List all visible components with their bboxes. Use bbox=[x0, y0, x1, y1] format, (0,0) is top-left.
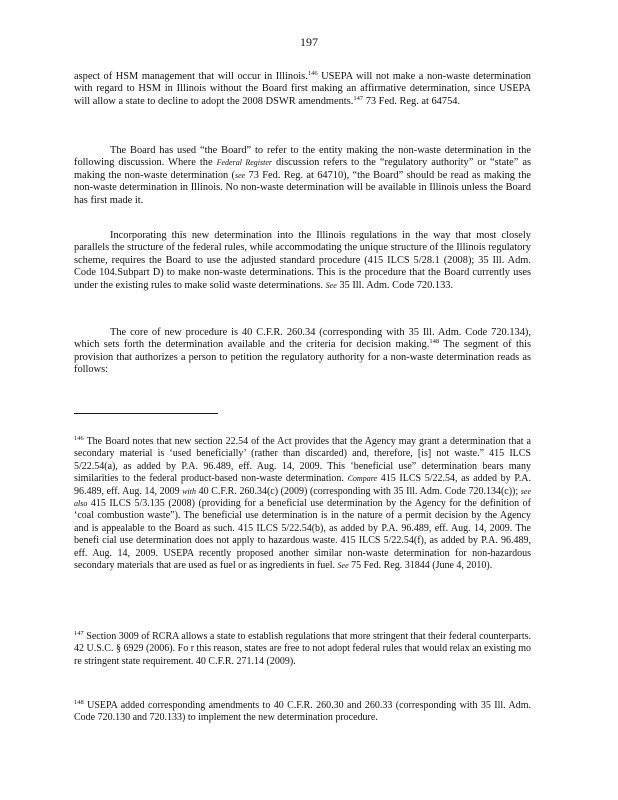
italic-see: see bbox=[235, 170, 246, 180]
text-run: 75 Fed. Reg. 31844 (June 4, 2010). bbox=[348, 560, 493, 572]
paragraph-core-procedure bbox=[74, 327, 531, 377]
text-run: 73 Fed. Reg. at 64710), “the Board” should be read as making the non-waste determination in Illinois. No non-waste determination will be available in Illinois unless the Board has first made it. bbox=[74, 169, 531, 206]
footnote-147 bbox=[74, 631, 531, 668]
paragraph-hsm-management bbox=[74, 71, 531, 108]
italic-federal-register: Federal Register bbox=[216, 158, 273, 168]
footnote-ref-148: 148 bbox=[429, 338, 440, 346]
text-run: The segment of this provision that authorizes a person to petition the regulatory authority for a non-waste determination reads as follows: bbox=[74, 339, 531, 376]
text-run: 40 C.F.R. 260.34(c) (2009) (corresponding with 35 Ill. Adm. Code 720.134(c)); bbox=[195, 485, 521, 497]
footnote-146 bbox=[74, 436, 531, 572]
text-run: aspect of HSM management that will occur in Illinois. bbox=[74, 71, 308, 82]
footnote-separator bbox=[74, 413, 218, 414]
text-run: The core of new procedure is 40 C.F.R. 260.34 (corresponding with 35 Ill. Adm. Code 720.134), which sets forth the determination available and the criteria for decision making. bbox=[74, 327, 531, 351]
text-run: discussion refers to the “regulatory authority” or “state” as making the non-waste determination ( bbox=[74, 157, 532, 181]
italic-see: See bbox=[325, 280, 337, 290]
footnote-ref-146: 146 bbox=[307, 70, 318, 77]
italic-see-also: see also bbox=[74, 486, 531, 509]
text-run: USEPA added corresponding amendments to 40 C.F.R. 260.30 and 260.33 (corresponding with 35 Ill. Adm. Code 720.130 and 720.133) to implement the new determination procedure. bbox=[74, 700, 531, 724]
text-run: Incorporating this new determination into the Illinois regulations in the way that most closely parallels the structure of the federal rules, while accommodating the unique structure of the Illinois regulatory scheme, requires the Board to use the adjusted standard procedure (415 ILCS 5/28.1 (2008); 35 Ill. Adm. Code 104.Subpart D) to make non-waste determinations. This is the procedure that the Board currently uses under the existing rules to make solid waste determinations. bbox=[74, 230, 531, 291]
text-run: The Board notes that new section 22.54 of the Act provides that the Agency may grant a determination that a secondary material is ‘used beneficially’ (rather than discarded) and, therefore, [is] not waste.” 415 ILCS 5/22.54(a), as added by P.A. 96.489, eff. Aug. 14, 2009. This ‘beneficial use” determination bears many similarities to the federal product-based non-waste determination. bbox=[74, 436, 531, 485]
footnote-number: 147 bbox=[74, 630, 84, 637]
page-number: 197 bbox=[300, 35, 318, 49]
text-run: 415 ILCS 5/3.135 (2008) (providing for a beneficial use determination by the Agency for the definition of ‘coal combustion waste”). The beneficial use determination is in the nature of a permit decision by the Agency and is appealable to the Board as such. 415 ILCS 5/22.54(b), as added by P.A. 96.489, eff. Aug. 14, 2009. The benefi cial use determination does not apply to hazardous waste. 415 ILCS 5/22.54(f), as added by P.A. 96.489, eff. Aug. 14, 2009. USEPA recently proposed another similar non-waste determination for non-hazardous secondary materials that are used as fuel or as ingredients in fuel. bbox=[74, 498, 531, 572]
text-run: USEPA will not make a non-waste determination with regard to HSM in Illinois without the Board first making an affirmative determination, since USEPA will allow a state to decline to adopt the 2008 DSWR amendments. bbox=[74, 71, 531, 107]
footnote-ref-147: 147 bbox=[353, 94, 364, 102]
text-run: Section 3009 of RCRA allows a state to establish regulations that more stringent that their federal counterparts. 42 U.S.C. § 6929 (2006). Fo r this reason, states are free to not adopt federal rules that would relax an existing mo re stringent state requirement. 40 C.F.R. 271.14 (2009). bbox=[74, 631, 531, 667]
footnote-number: 146 bbox=[74, 435, 84, 442]
footnote-number: 148 bbox=[74, 699, 84, 706]
footnote-148 bbox=[74, 700, 531, 725]
italic-with: with bbox=[182, 486, 196, 496]
text-run: 415 ILCS 5/22.54, as added by P.A. 96.489, eff. Aug. 14, 2009 bbox=[74, 473, 531, 497]
italic-see: See bbox=[337, 561, 349, 571]
text-run: The Board has used “the Board” to refer to the entity making the non-waste determination in the following discussion. Where the bbox=[74, 145, 531, 169]
paragraph-the-board-usage bbox=[74, 145, 531, 207]
text-run: 73 Fed. Reg. at 64754. bbox=[363, 95, 461, 107]
paragraph-incorporating bbox=[74, 230, 531, 292]
italic-compare: Compare bbox=[347, 474, 378, 484]
text-run: 35 Ill. Adm. Code 720.133. bbox=[336, 279, 454, 291]
